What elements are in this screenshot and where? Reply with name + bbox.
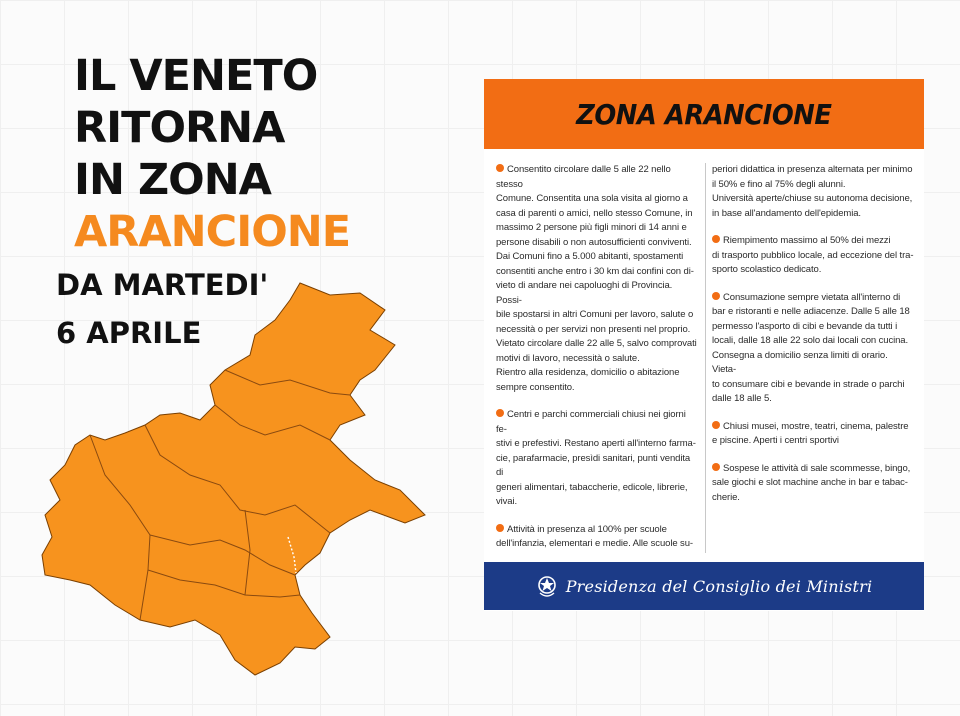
rule-line	[496, 523, 699, 538]
rule-line: e piscine. Aperti i centri sportivi	[712, 435, 839, 446]
rule-line: permesso l'asporto di cibi e bevande da tutti i	[712, 320, 898, 332]
rule-line: stivi e prefestivi. Restano aperti all'interno farma-	[496, 438, 696, 449]
zona-arancione-panel	[484, 79, 924, 611]
rule-paragraph	[712, 462, 914, 506]
panel-title: ZONA ARANCIONE	[576, 97, 832, 131]
date-line-2: 6 APRILE	[56, 316, 202, 350]
panel-footer	[484, 562, 924, 610]
panel-header	[484, 79, 924, 149]
rule-line: periori didattica in presenza alternata per minimo	[712, 164, 913, 175]
veneto-region-shape	[42, 283, 425, 675]
rule-line	[712, 291, 914, 306]
rule-line-text: Consumazione sempre vietata all'interno di	[723, 291, 901, 303]
rule-line: Dai Comuni fino a 5.000 abitanti, spostamenti	[496, 251, 684, 262]
bullet-dot-icon	[712, 292, 720, 300]
rule-line	[496, 408, 699, 437]
bullet-dot-icon	[496, 164, 504, 172]
rule-paragraph	[496, 408, 699, 510]
rules-columns	[490, 163, 920, 553]
rule-line: di trasporto pubblico locale, ad eccezione del tra-	[712, 249, 914, 261]
rule-line	[712, 234, 914, 249]
headline	[74, 50, 350, 258]
rule-line	[496, 163, 699, 192]
rule-line: motivi di lavoro, necessità o salute.	[496, 352, 640, 364]
rule-line: locali, dalle 18 alle 22 solo dai locali con cucina.	[712, 335, 909, 346]
rule-paragraph	[712, 420, 914, 449]
rule-line-text: Attività in presenza al 100% per scuole	[507, 523, 667, 535]
veneto-region-map	[30, 275, 430, 685]
rule-line: massimo 2 persone più figli minori di 14 anni e	[496, 222, 687, 233]
date-line-1: DA MARTEDI'	[56, 268, 269, 302]
headline-line-2: RITORNA	[74, 103, 285, 153]
rule-line: sporto scolastico dedicato.	[712, 264, 822, 275]
bullet-dot-icon	[496, 409, 504, 417]
rule-paragraph	[712, 163, 914, 221]
rule-line: Consegna a domicilio senza limiti di orario. Vieta-	[712, 349, 888, 375]
rules-left-column	[490, 163, 705, 553]
rule-line: in base all'andamento dell'epidemia.	[712, 207, 861, 219]
rule-line-text: Chiusi musei, mostre, teatri, cinema, palestre	[723, 420, 909, 432]
rule-line: Vietato circolare dalle 22 alle 5, salvo comprovati	[496, 338, 697, 349]
rule-line: sempre consentito.	[496, 381, 575, 393]
rule-line: generi alimentari, tabaccherie, edicole, librerie,	[496, 481, 688, 493]
rules-right-column	[705, 163, 920, 553]
rule-line: dalle 18 alle 5.	[712, 393, 772, 404]
rule-line-text: Riempimento massimo al 50% dei mezzi	[723, 235, 891, 246]
bullet-dot-icon	[712, 463, 720, 471]
headline-line-4: ARANCIONE	[74, 207, 351, 257]
rule-line: bar e ristoranti e nelle adiacenze. Dalle 5 alle 18	[712, 306, 910, 317]
italian-republic-emblem-icon	[536, 573, 558, 599]
rule-line: casa di parenti o amici, nello stesso Comune, in	[496, 207, 693, 219]
rule-line: persone disabili o non autosufficienti conviventi.	[496, 236, 692, 248]
bullet-dot-icon	[496, 524, 504, 532]
rule-line-text: Sospese le attività di sale scommesse, bingo,	[723, 462, 911, 474]
footer-text: Presidenza del Consiglio dei Ministri	[565, 576, 873, 596]
rule-line-text: Consentito circolare dalle 5 alle 22 nello stesso	[496, 164, 671, 190]
rule-line	[712, 462, 914, 477]
bullet-dot-icon	[712, 235, 720, 243]
rule-line: vieto di andare nei capoluoghi di Provincia. Possi-	[496, 280, 673, 306]
rule-line: sale giochi e slot machine anche in bar e tabac-	[712, 477, 908, 488]
rule-line	[712, 420, 914, 435]
rule-paragraph	[496, 163, 699, 395]
rule-line: cherie.	[712, 491, 740, 503]
rule-line: cie, parafarmacie, presìdi sanitari, punti vendita di	[496, 452, 691, 478]
rule-line: il 50% e fino al 75% degli alunni.	[712, 178, 846, 190]
headline-line-3: IN ZONA	[74, 155, 271, 205]
headline-line-1: IL VENETO	[74, 51, 318, 101]
rule-line-text: Centri e parchi commerciali chiusi nei giorni fe-	[496, 409, 686, 435]
rule-paragraph	[712, 291, 914, 407]
bullet-dot-icon	[712, 421, 720, 429]
rule-paragraph	[712, 234, 914, 278]
rule-line: necessità o per servizi non presenti nel proprio.	[496, 323, 691, 335]
rule-line: to consumare cibi e bevande in strade o parchi	[712, 378, 905, 390]
rule-line: bile spostarsi in altri Comuni per lavoro, salute o	[496, 309, 694, 320]
rule-line: consentiti anche entro i 30 km dai confini con di-	[496, 265, 694, 277]
rule-line: Comune. Consentita una sola visita al giorno a	[496, 193, 688, 204]
rule-line: dell'infanzia, elementari e medie. Alle scuole su-	[496, 538, 693, 549]
rule-line: Rientro alla residenza, domicilio o abitazione	[496, 367, 680, 378]
rule-line: Università aperte/chiuse su autonoma decisione,	[712, 193, 913, 204]
rule-line: vivai.	[496, 496, 518, 507]
rule-paragraph	[496, 523, 699, 552]
